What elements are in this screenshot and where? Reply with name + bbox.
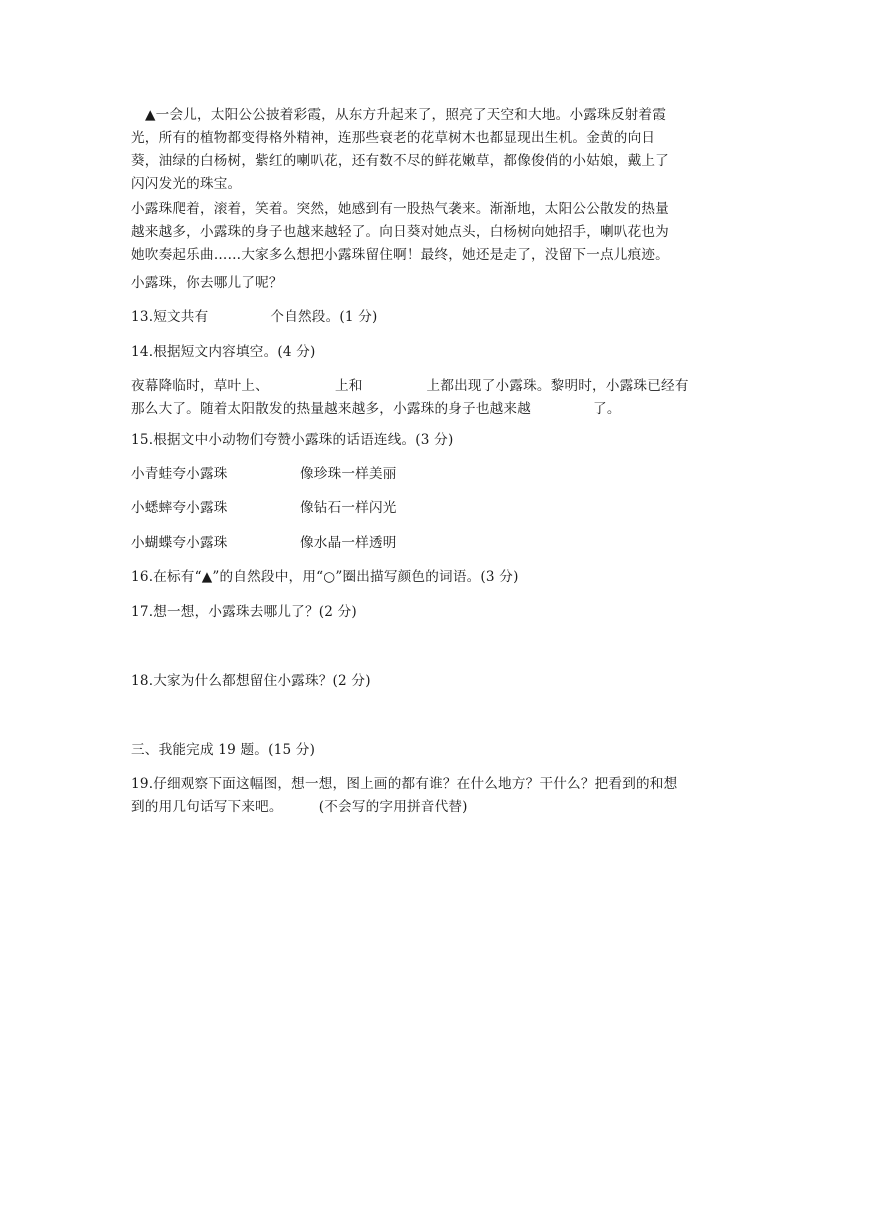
- question-13: [131, 306, 741, 328]
- question-14-fill: [131, 375, 741, 421]
- question-18: 18.大家为什么都想留住小露珠？(2 分): [131, 673, 371, 689]
- passage-paragraph-3: 小露珠，你去哪儿了呢？: [131, 275, 283, 291]
- q14-text: 那么大了。随着太阳散发的热量越来越多，小露珠的身子也越来越: [131, 401, 532, 417]
- passage-line: 闪闪发光的珠宝。: [131, 176, 242, 192]
- q14-text: 了。: [593, 401, 621, 417]
- q14-text: 上都出现了小露珠。黎明时，小露珠已经有: [426, 378, 689, 394]
- q19-text: 到的用几句话写下来吧。: [131, 799, 283, 815]
- q19-line-2: [131, 796, 741, 819]
- question-14-stem: 14.根据短文内容填空。(4 分): [131, 344, 316, 360]
- passage-line: 光，所有的植物都变得格外精神，连那些衰老的花草树木也都显现出生机。金黄的向日: [131, 130, 656, 146]
- q14-line-1: [131, 375, 741, 398]
- q19-line-1: 19.仔细观察下面这幅图，想一想，图上画的都有谁？在什么地方？干什么？把看到的和想: [131, 776, 678, 792]
- q15-right-item[interactable]: 像珍珠一样美丽: [300, 466, 397, 482]
- q15-match-row-1: [131, 463, 741, 485]
- q14-text: 夜幕降临时，草叶上、: [131, 378, 269, 394]
- q18-answer-space[interactable]: [131, 696, 741, 736]
- question-17: 17.想一想，小露珠去哪儿了？(2 分): [131, 604, 357, 620]
- q15-left-item[interactable]: 小青蛙夸小露珠: [131, 466, 228, 482]
- question-15-stem: 15.根据文中小动物们夸赞小露珠的话语连线。(3 分): [131, 432, 454, 448]
- passage-line: 葵，油绿的白杨树，紫红的喇叭花，还有数不尽的鲜花嫩草，都像俊俏的小姑娘，戴上了: [131, 153, 669, 169]
- question-19: [131, 773, 741, 819]
- q19-note: (不会写的字用拼音代替): [318, 799, 468, 815]
- passage-line: 越来越多，小露珠的身子也越来越轻了。向日葵对她点头，白杨树向她招手，喇叭花也为: [131, 224, 669, 240]
- q15-right-item[interactable]: 像钻石一样闪光: [300, 500, 397, 516]
- passage-line: 小露珠爬着，滚着，笑着。突然，她感到有一股热气袭来。渐渐地，太阳公公散发的热量: [131, 201, 669, 217]
- q15-left-item[interactable]: 小蟋蟀夸小露珠: [131, 500, 228, 516]
- q14-line-2: [131, 398, 741, 421]
- section-3-heading: 三、我能完成 19 题。(15 分): [131, 742, 316, 758]
- passage-line: 她吹奏起乐曲……大家多么想把小露珠留住啊！最终，她还是走了，没留下一点儿痕迹。: [131, 247, 669, 263]
- question-16: 16.在标有“▲”的自然段中，用“○”圈出描写颜色的词语。(3 分): [131, 569, 519, 585]
- q13-text-before: 13.短文共有: [131, 309, 209, 325]
- passage-paragraph-2: [131, 198, 741, 267]
- q15-match-row-3: [131, 532, 741, 554]
- q19-answer-space[interactable]: [131, 830, 741, 1130]
- q15-left-item[interactable]: 小蝴蝶夸小露珠: [131, 535, 228, 551]
- passage-paragraph-1: [131, 104, 741, 196]
- q15-match-row-2: [131, 497, 741, 519]
- passage-line: ▲一会儿，太阳公公披着彩霞，从东方升起来了，照亮了天空和大地。小露珠反射着霞: [145, 107, 667, 123]
- q14-text: 上和: [334, 378, 363, 394]
- q17-answer-space[interactable]: [131, 628, 741, 668]
- q15-right-item[interactable]: 像水晶一样透明: [300, 535, 397, 551]
- q13-text-after: 个自然段。(1 分): [270, 309, 378, 325]
